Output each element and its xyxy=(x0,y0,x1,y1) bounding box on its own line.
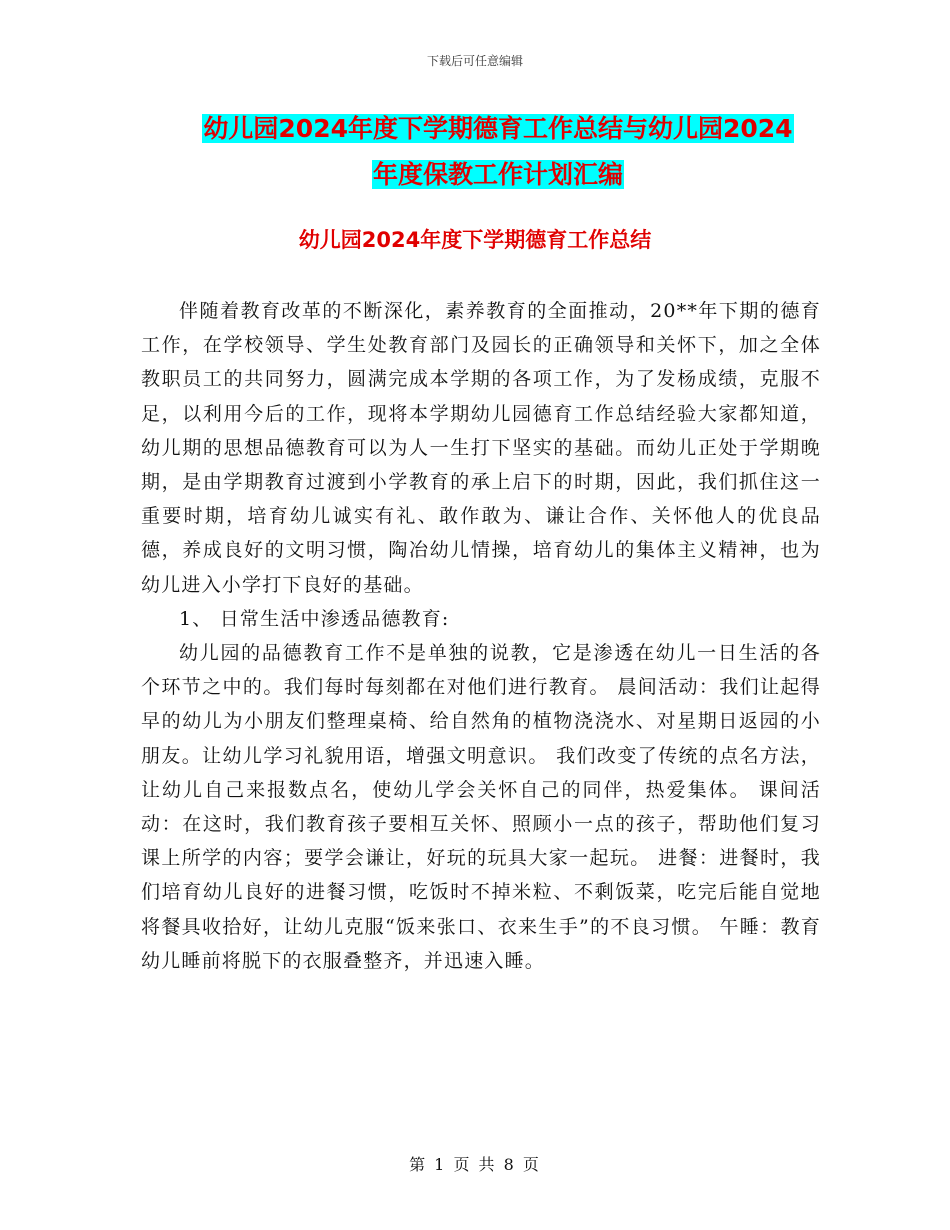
document-title xyxy=(140,106,856,198)
paragraph-heading-1: 1、 日常生活中渗透品德教育: xyxy=(179,607,450,630)
document-title-line-2: 年度保教工作计划汇编 xyxy=(372,160,623,189)
document-body xyxy=(141,294,821,978)
section-title: 幼儿园2024年度下学期德育工作总结 xyxy=(298,228,652,252)
page-indicator: 第 1 页 共 8 页 xyxy=(409,1155,541,1174)
paragraph-daily-life: 幼儿园的品德教育工作不是单独的说教，它是渗透在幼儿一日生活的各个环节之中的。我们每时每刻都在对他们进行教育。 晨间活动：我们让起得早的幼儿为小朋友们整理桌椅、给自然角的植物浇浇水、对星期日返园的小朋友。让幼儿学习礼貌用语，增强文明意识。 我们改变了传统的点名方法，让幼儿自己来报数点名，使幼儿学会关怀自己的同伴，热爱集体。 课间活动：在这时，我们教育孩子要相互关怀、照顾小一点的孩子，帮助他们复习课上所学的内容；要学会谦让，好玩的玩具大家一起玩。 进餐：进餐时，我们培育幼儿良好的进餐习惯，吃饭时不掉米粒、不剩饭菜，吃完后能自觉地将餐具收拾好，让幼儿克服“饭来张口、衣来生手”的不良习惯。 午睡：教育幼儿睡前将脱下的衣服叠整齐，并迅速入睡。 xyxy=(141,642,821,972)
paragraph-intro: 伴随着教育改革的不断深化，素养教育的全面推动，20**年下期的德育工作，在学校领导、学生处教育部门及园长的正确领导和关怀下，加之全体教职员工的共同努力，圆满完成本学期的各项工作，为了发杨成绩，克服不足，以利用今后的工作，现将本学期幼儿园德育工作总结经验大家都知道，幼儿期的思想品德教育可以为人一生打下坚实的基础。而幼儿正处于学期晚期，是由学期教育过渡到小学教育的承上启下的时期，因此，我们抓住这一重要时期，培育幼儿诚实有礼、敢作敢为、谦让合作、关怀他人的优良品德，养成良好的文明习惯，陶冶幼儿情操，培育幼儿的集体主义精神，也为幼儿进入小学打下良好的基础。 xyxy=(141,300,821,596)
header-note: 下载后可任意编辑 xyxy=(426,54,523,68)
document-title-line-1: 幼儿园2024年度下学期德育工作总结与幼儿园2024 xyxy=(203,114,793,143)
